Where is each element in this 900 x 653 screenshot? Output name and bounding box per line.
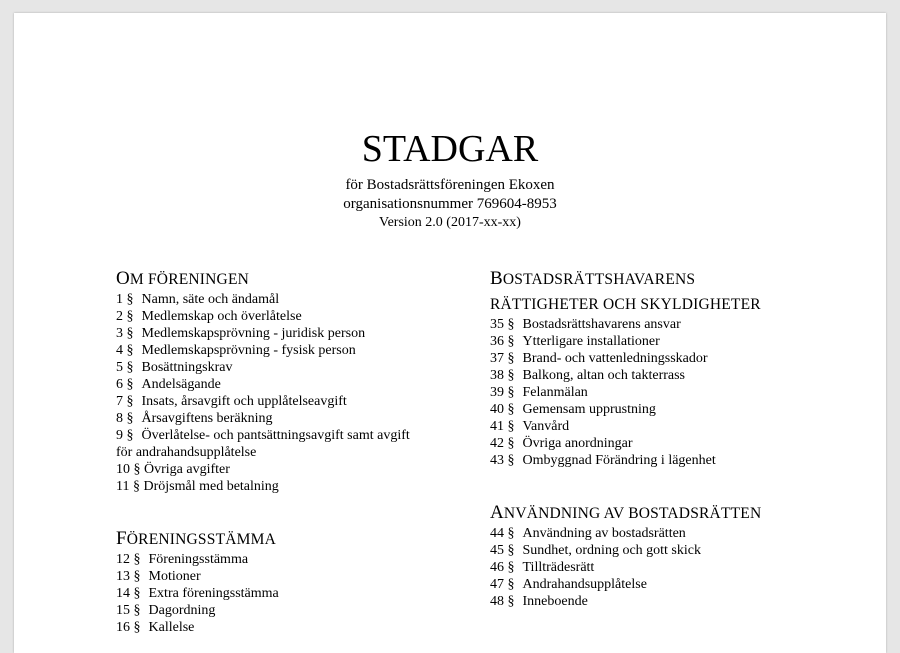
toc-item[interactable]: 48 § Inneboende [490, 594, 588, 609]
toc-right-column [490, 268, 850, 610]
section-heading-foreningsstamma: FÖRENINGSSTÄMMA [116, 528, 276, 549]
toc-item[interactable]: 9 § Överlåtelse- och pantsättningsavgift samt avgift [116, 428, 410, 443]
document-page [14, 13, 886, 653]
toc-item[interactable]: 44 § Användning av bostadsrätten [490, 526, 686, 541]
toc-item-continuation[interactable]: för andrahandsupplåtelse [116, 445, 257, 460]
document-title: STADGAR [361, 128, 539, 170]
toc-item[interactable]: 40 § Gemensam upprustning [490, 402, 656, 417]
toc-item[interactable]: 38 § Balkong, altan och takterrass [490, 368, 686, 383]
toc-item[interactable]: 4 § Medlemskapsprövning - fysisk person [116, 343, 356, 358]
toc-item[interactable]: 5 § Bosättningskrav [116, 360, 233, 375]
toc-item[interactable]: 2 § Medlemskap och överlåtelse [116, 309, 302, 324]
toc-left-column [116, 268, 456, 636]
document-subtitle-association: för Bostadsrättsföreningen Ekoxen [345, 177, 555, 193]
toc-item[interactable]: 16 § Kallelse [116, 620, 195, 635]
toc-list-foreningsstamma [116, 551, 456, 636]
section-heading-anvandning: ANVÄNDNING AV BOSTADSRÄTTEN [490, 502, 762, 523]
toc-item[interactable]: 13 § Motioner [116, 569, 201, 584]
toc-item[interactable]: 7 § Insats, årsavgift och upplåtelseavgift [116, 394, 347, 409]
section-heading-om-foreningen: OM FÖRENINGEN [116, 268, 250, 289]
toc-item[interactable]: 1 § Namn, säte och ändamål [116, 292, 280, 307]
toc-item[interactable]: 43 § Ombyggnad Förändring i lägenhet [490, 453, 716, 468]
toc-item[interactable]: 37 § Brand- och vattenledningsskador [490, 351, 708, 366]
toc-item[interactable]: 12 § Föreningsstämma [116, 552, 249, 567]
toc-item[interactable]: 11 § Dröjsmål med betalning [116, 479, 279, 494]
toc-item[interactable]: 10 § Övriga avgifter [116, 462, 230, 477]
toc-item[interactable]: 39 § Felanmälan [490, 385, 588, 400]
toc-item[interactable]: 36 § Ytterligare installationer [490, 334, 660, 349]
toc-list-om-foreningen [116, 291, 456, 495]
toc-item[interactable]: 41 § Vanvård [490, 419, 570, 434]
toc-item[interactable]: 45 § Sundhet, ordning och gott skick [490, 543, 701, 558]
section-heading-bostadsrattshavarens: BOSTADSRÄTTSHAVARENS RÄTTIGHETER OCH SKYLDIGHETER [490, 268, 761, 313]
toc-item[interactable]: 15 § Dagordning [116, 603, 216, 618]
document-subtitle-org-number: organisationsnummer 769604-8953 [343, 196, 557, 212]
toc-item[interactable]: 46 § Tillträdesrätt [490, 560, 595, 575]
toc-item[interactable]: 42 § Övriga anordningar [490, 436, 633, 451]
toc-item[interactable]: 6 § Andelsägande [116, 377, 221, 392]
toc-list-bostadsrattshavarens [490, 316, 850, 469]
document-version: Version 2.0 (2017-xx-xx) [379, 215, 521, 230]
toc-list-anvandning [490, 525, 850, 610]
section-spacer [116, 495, 456, 528]
section-spacer [490, 469, 850, 502]
toc-item[interactable]: 3 § Medlemskapsprövning - juridisk person [116, 326, 366, 341]
toc-item[interactable]: 35 § Bostadsrättshavarens ansvar [490, 317, 681, 332]
toc-item[interactable]: 47 § Andrahandsupplåtelse [490, 577, 647, 592]
toc-item[interactable]: 14 § Extra föreningsstämma [116, 586, 279, 601]
toc-item[interactable]: 8 § Årsavgiftens beräkning [116, 411, 273, 426]
